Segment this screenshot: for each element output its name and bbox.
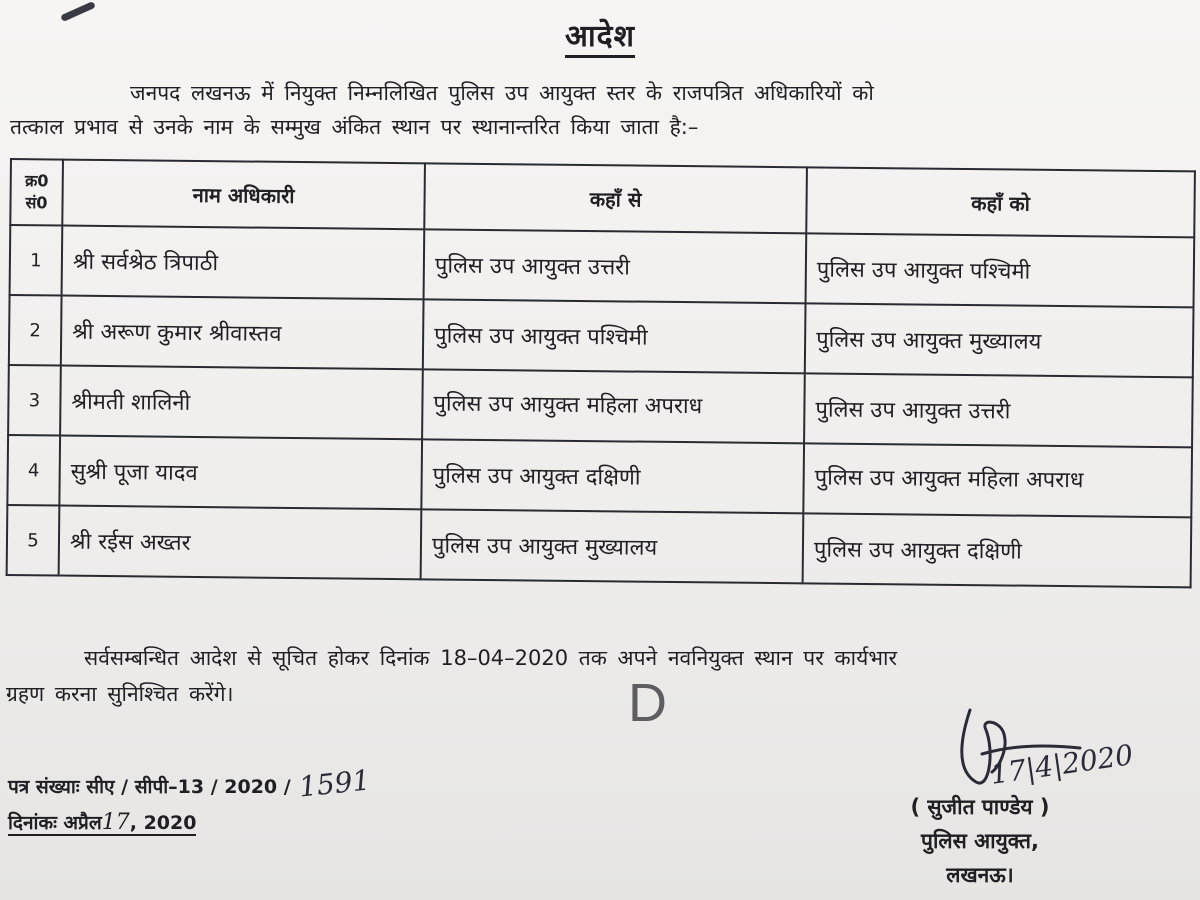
closing-line-1: सर्वसम्बन्धित आदेश से सूचित होकर दिनांक 18–04–2020 तक अपने नवनियुक्त स्थान पर कार्यभार: [84, 646, 898, 670]
cell-name: श्री अरूण कुमार श्रीवास्तव: [61, 296, 424, 370]
signatory-location: लखनऊ।: [946, 863, 1014, 887]
intro-line-1: जनपद लखनऊ में नियुक्त निम्नलिखित पुलिस उप आयुक्त स्तर के राजपत्रित अधिकारियों को: [130, 81, 874, 105]
signatory-block: [880, 790, 1080, 892]
header-from: कहाँ से: [424, 163, 807, 233]
cell-to: पुलिस उप आयुक्त मुख्यालय: [805, 303, 1194, 377]
issue-date-prefix: दिनांकः अप्रैल: [8, 812, 102, 834]
issue-date-day: 17: [101, 810, 130, 835]
cell-to: पुलिस उप आयुक्त उत्तरी: [804, 373, 1193, 447]
cell-serial: 1: [10, 225, 63, 296]
header-name: नाम अधिकारी: [62, 160, 425, 230]
cell-serial: 5: [7, 505, 60, 576]
cell-serial: 3: [8, 365, 61, 436]
cell-serial: 4: [7, 435, 60, 506]
header-serial: क्र0 सं0: [10, 159, 63, 226]
cell-from: पुलिस उप आयुक्त दक्षिणी: [421, 439, 804, 513]
table-row: [7, 505, 1192, 587]
signature-date: 17|4|2020: [988, 738, 1136, 791]
issue-date: [8, 805, 371, 841]
intro-paragraph: [10, 76, 1190, 144]
signatory-designation: पुलिस आयुक्त,: [921, 829, 1039, 853]
cell-name: श्री रईस अख्तर: [59, 506, 422, 580]
signature-mark: [930, 690, 1170, 800]
table-row: [10, 225, 1195, 307]
cell-from: पुलिस उप आयुक्त मुख्यालय: [421, 509, 804, 583]
table-row: [9, 295, 1194, 377]
cell-to: पुलिस उप आयुक्त दक्षिणी: [803, 513, 1192, 587]
intro-line-2: तत्काल प्रभाव से उनके नाम के सम्मुख अंकित स्थान पर स्थानान्तरित किया जाता है:–: [10, 115, 699, 139]
cell-from: पुलिस उप आयुक्त उत्तरी: [424, 229, 807, 303]
document-title: [0, 14, 1200, 55]
table-row: [7, 435, 1192, 517]
table-row: [8, 365, 1193, 447]
closing-line-2: ग्रहण करना सुनिश्चित करेंगे।: [6, 682, 234, 706]
issue-date-suffix: , 2020: [129, 812, 197, 834]
reference-block: [8, 763, 373, 841]
cell-serial: 2: [9, 295, 62, 366]
cell-name: श्रीमती शालिनी: [60, 366, 423, 440]
issue-date-text: [8, 812, 196, 836]
watermark-letter: D: [628, 673, 667, 733]
cell-from: पुलिस उप आयुक्त पश्चिमी: [423, 299, 806, 373]
letter-number-text: पत्र संख्याः सीए / सीपी–13 / 2020 /: [8, 776, 291, 798]
table-header-row: [10, 159, 1195, 237]
cell-name: सुश्री पूजा यादव: [59, 436, 422, 510]
letter-number-handwritten: 1591: [297, 763, 373, 804]
cell-to: पुलिस उप आयुक्त पश्चिमी: [806, 233, 1195, 307]
letter-number: [8, 763, 373, 805]
transfer-table: [6, 158, 1196, 588]
cell-name: श्री सर्वश्रेठ त्रिपाठी: [62, 226, 425, 300]
cell-to: पुलिस उप आयुक्त महिला अपराध: [803, 443, 1192, 517]
signatory-name: ( सुजीत पाण्डेय ): [910, 795, 1050, 819]
header-to: कहाँ को: [806, 167, 1195, 237]
cell-from: पुलिस उप आयुक्त महिला अपराध: [422, 369, 805, 443]
document-title-text: आदेश: [565, 19, 635, 58]
